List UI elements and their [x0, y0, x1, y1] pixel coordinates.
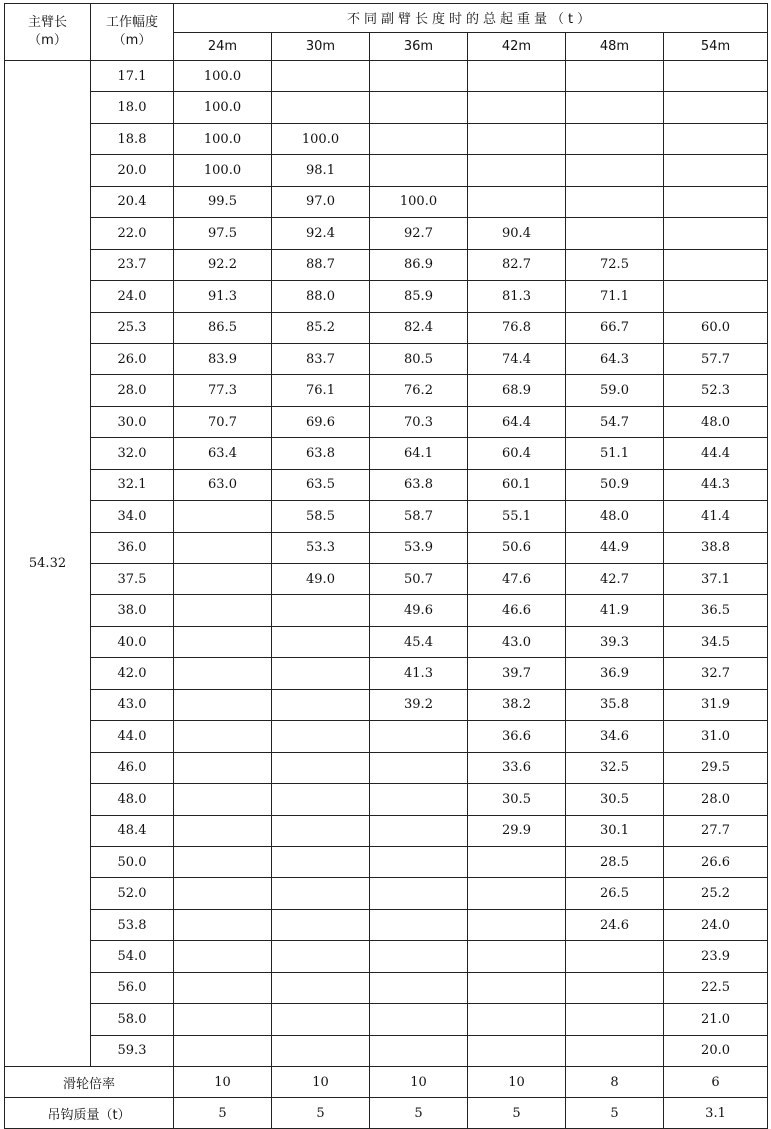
capacity-cell	[272, 61, 370, 92]
capacity-cell	[566, 972, 664, 1003]
capacity-cell: 41.4	[664, 501, 768, 532]
capacity-cell	[370, 752, 468, 783]
radius-cell: 34.0	[91, 501, 174, 532]
capacity-cell: 83.9	[174, 343, 272, 374]
hook-weight-row	[5, 1098, 768, 1129]
radius-cell: 43.0	[91, 689, 174, 720]
capacity-cell: 31.9	[664, 689, 768, 720]
table-row	[5, 1004, 768, 1035]
capacity-cell: 70.7	[174, 406, 272, 437]
capacity-cell: 22.5	[664, 972, 768, 1003]
capacity-cell	[370, 123, 468, 154]
capacity-cell: 49.6	[370, 595, 468, 626]
table-row	[5, 689, 768, 720]
capacity-cell	[272, 721, 370, 752]
capacity-cell	[174, 501, 272, 532]
capacity-cell	[566, 1004, 664, 1035]
radius-cell: 42.0	[91, 658, 174, 689]
radius-cell: 46.0	[91, 752, 174, 783]
capacity-cell	[272, 815, 370, 846]
radius-cell: 38.0	[91, 595, 174, 626]
table-header	[5, 4, 768, 61]
table-row	[5, 626, 768, 657]
capacity-cell	[370, 972, 468, 1003]
total-capacity-header: 不同副臂长度时的总起重量（t）	[174, 4, 768, 33]
radius-cell: 24.0	[91, 281, 174, 312]
footer-value: 5	[468, 1098, 566, 1129]
capacity-cell: 55.1	[468, 501, 566, 532]
radius-cell: 40.0	[91, 626, 174, 657]
capacity-cell	[272, 658, 370, 689]
jib-length-header: 30m	[272, 32, 370, 61]
capacity-cell: 53.9	[370, 532, 468, 563]
capacity-cell	[272, 878, 370, 909]
capacity-cell: 63.0	[174, 469, 272, 500]
capacity-cell	[174, 752, 272, 783]
capacity-cell	[370, 61, 468, 92]
capacity-cell: 88.7	[272, 249, 370, 280]
capacity-cell: 71.1	[566, 281, 664, 312]
capacity-cell: 100.0	[174, 123, 272, 154]
capacity-cell	[370, 721, 468, 752]
table-row	[5, 218, 768, 249]
radius-cell: 56.0	[91, 972, 174, 1003]
capacity-cell: 57.7	[664, 343, 768, 374]
capacity-cell: 50.7	[370, 564, 468, 595]
capacity-cell	[174, 564, 272, 595]
capacity-cell: 92.2	[174, 249, 272, 280]
capacity-cell	[174, 1035, 272, 1066]
capacity-cell: 59.0	[566, 375, 664, 406]
capacity-cell: 100.0	[174, 61, 272, 92]
capacity-cell	[566, 123, 664, 154]
footer-label: 吊钩质量（t）	[5, 1098, 174, 1129]
capacity-cell	[272, 846, 370, 877]
capacity-cell: 44.3	[664, 469, 768, 500]
footer-value: 6	[664, 1067, 768, 1098]
capacity-cell: 38.8	[664, 532, 768, 563]
capacity-cell	[468, 61, 566, 92]
capacity-cell	[370, 909, 468, 940]
radius-cell: 32.0	[91, 438, 174, 469]
capacity-cell	[174, 689, 272, 720]
capacity-cell: 99.5	[174, 186, 272, 217]
table-row	[5, 941, 768, 972]
capacity-cell	[272, 626, 370, 657]
capacity-cell	[370, 92, 468, 123]
capacity-cell: 97.0	[272, 186, 370, 217]
capacity-cell: 39.2	[370, 689, 468, 720]
capacity-cell: 32.5	[566, 752, 664, 783]
table-row	[5, 532, 768, 563]
radius-cell: 58.0	[91, 1004, 174, 1035]
capacity-cell	[566, 186, 664, 217]
capacity-cell	[272, 784, 370, 815]
capacity-cell: 26.5	[566, 878, 664, 909]
capacity-cell: 54.7	[566, 406, 664, 437]
radius-label: 工作幅度	[105, 15, 158, 30]
capacity-cell	[272, 941, 370, 972]
capacity-cell: 29.9	[468, 815, 566, 846]
footer-value: 5	[370, 1098, 468, 1129]
capacity-cell: 64.1	[370, 438, 468, 469]
radius-cell: 50.0	[91, 846, 174, 877]
footer-label: 滑轮倍率	[5, 1067, 174, 1098]
capacity-cell: 69.6	[272, 406, 370, 437]
capacity-cell: 48.0	[566, 501, 664, 532]
boom-length-unit: （m）	[28, 33, 67, 48]
radius-cell: 22.0	[91, 218, 174, 249]
capacity-cell	[174, 878, 272, 909]
capacity-cell: 27.7	[664, 815, 768, 846]
capacity-cell	[272, 1004, 370, 1035]
capacity-cell: 30.1	[566, 815, 664, 846]
capacity-cell: 100.0	[370, 186, 468, 217]
table-row	[5, 564, 768, 595]
table-row	[5, 375, 768, 406]
table-row	[5, 658, 768, 689]
capacity-cell	[174, 846, 272, 877]
radius-cell: 17.1	[91, 61, 174, 92]
footer-value: 10	[468, 1067, 566, 1098]
capacity-cell: 63.5	[272, 469, 370, 500]
table-row	[5, 343, 768, 374]
capacity-cell: 37.1	[664, 564, 768, 595]
capacity-cell: 44.4	[664, 438, 768, 469]
radius-cell: 23.7	[91, 249, 174, 280]
radius-cell: 28.0	[91, 375, 174, 406]
capacity-cell: 44.9	[566, 532, 664, 563]
capacity-cell	[272, 909, 370, 940]
table-row	[5, 784, 768, 815]
footer-value: 3.1	[664, 1098, 768, 1129]
capacity-cell: 58.5	[272, 501, 370, 532]
capacity-cell: 36.6	[468, 721, 566, 752]
capacity-cell: 97.5	[174, 218, 272, 249]
capacity-cell	[566, 155, 664, 186]
capacity-cell: 88.0	[272, 281, 370, 312]
capacity-cell: 51.1	[566, 438, 664, 469]
capacity-cell: 91.3	[174, 281, 272, 312]
table-footer	[5, 1067, 768, 1129]
capacity-cell: 24.0	[664, 909, 768, 940]
capacity-cell: 82.7	[468, 249, 566, 280]
capacity-cell: 28.0	[664, 784, 768, 815]
capacity-cell: 41.9	[566, 595, 664, 626]
radius-cell: 32.1	[91, 469, 174, 500]
capacity-cell	[664, 249, 768, 280]
capacity-cell: 63.4	[174, 438, 272, 469]
capacity-cell: 100.0	[174, 92, 272, 123]
capacity-cell	[468, 972, 566, 1003]
sheave-ratio-row	[5, 1067, 768, 1098]
capacity-cell: 34.5	[664, 626, 768, 657]
capacity-cell: 34.6	[566, 721, 664, 752]
capacity-cell: 20.0	[664, 1035, 768, 1066]
capacity-cell	[174, 972, 272, 1003]
capacity-cell: 30.5	[468, 784, 566, 815]
capacity-cell: 77.3	[174, 375, 272, 406]
capacity-cell	[174, 784, 272, 815]
capacity-cell: 39.3	[566, 626, 664, 657]
capacity-cell: 100.0	[272, 123, 370, 154]
capacity-cell: 28.5	[566, 846, 664, 877]
radius-cell: 18.8	[91, 123, 174, 154]
capacity-cell	[566, 61, 664, 92]
capacity-cell: 92.7	[370, 218, 468, 249]
radius-cell: 59.3	[91, 1035, 174, 1066]
capacity-cell	[468, 846, 566, 877]
capacity-cell: 60.0	[664, 312, 768, 343]
capacity-cell: 35.8	[566, 689, 664, 720]
capacity-cell: 83.7	[272, 343, 370, 374]
capacity-cell: 74.4	[468, 343, 566, 374]
jib-length-header: 54m	[664, 32, 768, 61]
capacity-cell: 100.0	[174, 155, 272, 186]
capacity-cell: 60.1	[468, 469, 566, 500]
capacity-cell: 76.1	[272, 375, 370, 406]
table-row	[5, 186, 768, 217]
capacity-cell	[566, 1035, 664, 1066]
capacity-cell	[664, 186, 768, 217]
capacity-cell: 86.5	[174, 312, 272, 343]
jib-length-header: 36m	[370, 32, 468, 61]
capacity-cell: 49.0	[272, 564, 370, 595]
table-row	[5, 846, 768, 877]
capacity-cell: 63.8	[272, 438, 370, 469]
capacity-cell: 80.5	[370, 343, 468, 374]
capacity-cell	[468, 1004, 566, 1035]
capacity-cell	[664, 123, 768, 154]
capacity-cell: 81.3	[468, 281, 566, 312]
table-row	[5, 501, 768, 532]
capacity-cell: 60.4	[468, 438, 566, 469]
capacity-cell	[174, 595, 272, 626]
capacity-cell: 63.8	[370, 469, 468, 500]
capacity-cell: 82.4	[370, 312, 468, 343]
capacity-cell	[566, 92, 664, 123]
footer-value: 5	[566, 1098, 664, 1129]
capacity-cell: 29.5	[664, 752, 768, 783]
table-row	[5, 752, 768, 783]
capacity-cell	[468, 155, 566, 186]
capacity-cell	[566, 941, 664, 972]
capacity-cell: 98.1	[272, 155, 370, 186]
capacity-cell: 39.7	[468, 658, 566, 689]
radius-header	[91, 4, 174, 61]
capacity-cell: 68.9	[468, 375, 566, 406]
table-row	[5, 155, 768, 186]
capacity-cell: 58.7	[370, 501, 468, 532]
capacity-cell: 53.3	[272, 532, 370, 563]
load-chart-table	[4, 3, 768, 1129]
capacity-cell: 25.2	[664, 878, 768, 909]
capacity-cell: 26.6	[664, 846, 768, 877]
boom-length-label: 主臂长	[27, 15, 67, 30]
capacity-cell	[468, 92, 566, 123]
radius-cell: 54.0	[91, 941, 174, 972]
radius-cell: 18.0	[91, 92, 174, 123]
capacity-cell: 38.2	[468, 689, 566, 720]
capacity-cell	[272, 689, 370, 720]
capacity-cell	[664, 281, 768, 312]
capacity-cell: 76.8	[468, 312, 566, 343]
capacity-cell	[174, 1004, 272, 1035]
capacity-cell: 36.9	[566, 658, 664, 689]
footer-value: 10	[174, 1067, 272, 1098]
capacity-cell	[370, 846, 468, 877]
capacity-cell	[370, 1004, 468, 1035]
table-row	[5, 909, 768, 940]
capacity-cell: 23.9	[664, 941, 768, 972]
radius-cell: 52.0	[91, 878, 174, 909]
table-row	[5, 249, 768, 280]
radius-cell: 48.0	[91, 784, 174, 815]
table-row	[5, 92, 768, 123]
capacity-cell	[468, 1035, 566, 1066]
capacity-cell: 64.3	[566, 343, 664, 374]
capacity-cell: 85.9	[370, 281, 468, 312]
footer-value: 10	[272, 1067, 370, 1098]
capacity-cell	[664, 92, 768, 123]
capacity-cell: 43.0	[468, 626, 566, 657]
footer-value: 10	[370, 1067, 468, 1098]
table-row	[5, 312, 768, 343]
capacity-cell: 72.5	[566, 249, 664, 280]
table-row	[5, 61, 768, 92]
capacity-cell	[664, 61, 768, 92]
capacity-cell: 47.6	[468, 564, 566, 595]
capacity-cell: 46.6	[468, 595, 566, 626]
radius-cell: 37.5	[91, 564, 174, 595]
capacity-cell	[664, 218, 768, 249]
capacity-cell: 42.7	[566, 564, 664, 595]
capacity-cell	[370, 878, 468, 909]
capacity-cell: 86.9	[370, 249, 468, 280]
radius-cell: 25.3	[91, 312, 174, 343]
capacity-cell: 66.7	[566, 312, 664, 343]
capacity-cell	[468, 186, 566, 217]
table-row	[5, 972, 768, 1003]
capacity-cell	[272, 972, 370, 1003]
capacity-cell	[272, 752, 370, 783]
table-row	[5, 815, 768, 846]
jib-length-header: 48m	[566, 32, 664, 61]
table-row	[5, 878, 768, 909]
boom-length-header	[5, 4, 91, 61]
capacity-cell	[272, 595, 370, 626]
capacity-cell	[174, 626, 272, 657]
capacity-cell	[664, 155, 768, 186]
capacity-cell: 48.0	[664, 406, 768, 437]
capacity-cell	[468, 909, 566, 940]
capacity-cell	[370, 815, 468, 846]
capacity-cell	[174, 909, 272, 940]
boom-length-cell: 54.32	[5, 61, 91, 1067]
footer-value: 5	[272, 1098, 370, 1129]
capacity-cell: 45.4	[370, 626, 468, 657]
radius-cell: 36.0	[91, 532, 174, 563]
capacity-cell	[468, 878, 566, 909]
capacity-cell: 33.6	[468, 752, 566, 783]
capacity-cell	[272, 92, 370, 123]
capacity-cell: 21.0	[664, 1004, 768, 1035]
table-row	[5, 595, 768, 626]
table-row	[5, 721, 768, 752]
capacity-cell	[468, 123, 566, 154]
capacity-cell: 52.3	[664, 375, 768, 406]
table-row	[5, 406, 768, 437]
capacity-cell: 31.0	[664, 721, 768, 752]
radius-unit: （m）	[112, 33, 152, 48]
footer-value: 8	[566, 1067, 664, 1098]
capacity-cell	[174, 815, 272, 846]
capacity-cell: 36.5	[664, 595, 768, 626]
radius-cell: 30.0	[91, 406, 174, 437]
capacity-cell	[370, 1035, 468, 1066]
capacity-cell	[174, 721, 272, 752]
radius-cell: 48.4	[91, 815, 174, 846]
footer-value: 5	[174, 1098, 272, 1129]
jib-length-header: 42m	[468, 32, 566, 61]
radius-cell: 44.0	[91, 721, 174, 752]
capacity-cell	[370, 155, 468, 186]
capacity-cell	[174, 658, 272, 689]
radius-cell: 26.0	[91, 343, 174, 374]
capacity-cell: 90.4	[468, 218, 566, 249]
capacity-cell: 24.6	[566, 909, 664, 940]
capacity-cell	[566, 218, 664, 249]
radius-cell: 20.4	[91, 186, 174, 217]
capacity-cell: 30.5	[566, 784, 664, 815]
table-row	[5, 281, 768, 312]
capacity-cell	[468, 941, 566, 972]
radius-cell: 53.8	[91, 909, 174, 940]
capacity-cell: 85.2	[272, 312, 370, 343]
capacity-cell	[370, 941, 468, 972]
table-row	[5, 1035, 768, 1066]
capacity-cell: 92.4	[272, 218, 370, 249]
capacity-cell: 64.4	[468, 406, 566, 437]
capacity-cell	[272, 1035, 370, 1066]
table-row	[5, 123, 768, 154]
capacity-cell: 32.7	[664, 658, 768, 689]
capacity-cell: 50.6	[468, 532, 566, 563]
capacity-cell	[174, 532, 272, 563]
capacity-cell: 76.2	[370, 375, 468, 406]
capacity-cell: 50.9	[566, 469, 664, 500]
table-row	[5, 469, 768, 500]
capacity-cell: 70.3	[370, 406, 468, 437]
jib-length-header: 24m	[174, 32, 272, 61]
capacity-cell	[174, 941, 272, 972]
table-body	[5, 61, 768, 1067]
capacity-cell	[370, 784, 468, 815]
table-row	[5, 438, 768, 469]
radius-cell: 20.0	[91, 155, 174, 186]
capacity-cell: 41.3	[370, 658, 468, 689]
